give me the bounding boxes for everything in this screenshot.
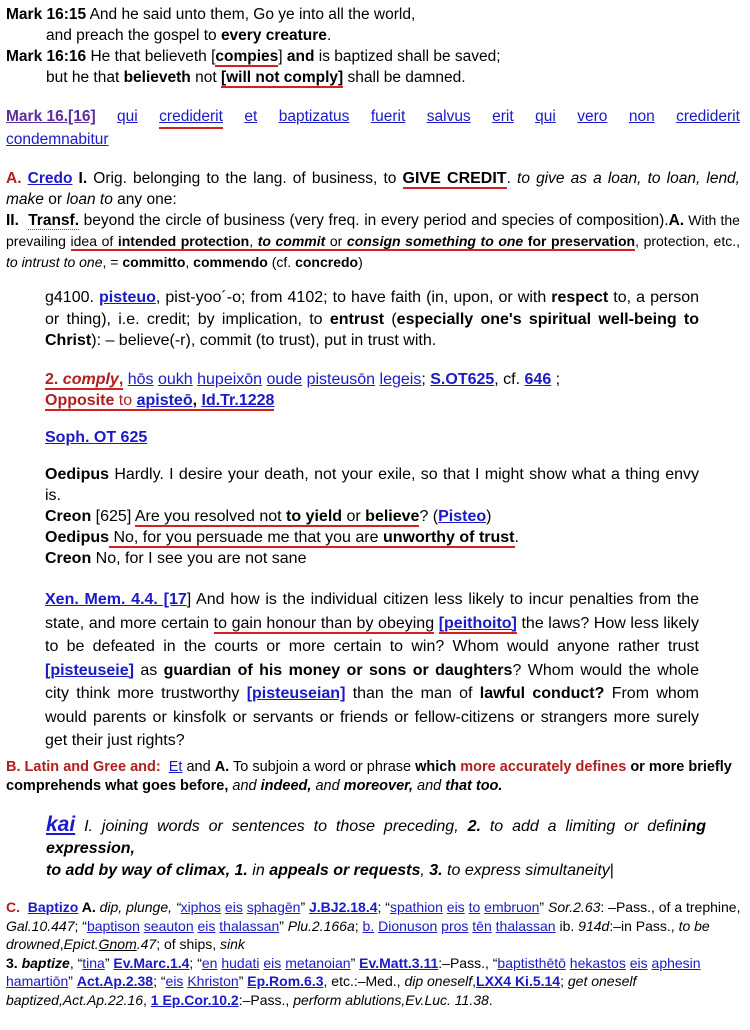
soph-heading [45, 427, 699, 448]
latin-word[interactable]: condemnabitur [6, 131, 109, 148]
credo-entry: A. Credo I. Orig. belonging to the lang. of business, to GIVE CREDIT. to give as a loan, to loan, lend, make or loan to any one: II. Transf. beyond the circle of business (very freq. in every period and species of composition).A. With the prevailing idea of intended protection, to commit or consign something to one for preservation, protection, etc., to intrust to one, = committo, commendo (cf. concredo) [6, 170, 740, 270]
greek-word[interactable]: hupeixōn [197, 371, 263, 388]
link-pisteo[interactable]: Pisteo [438, 508, 487, 525]
comply-entry: 2. comply, hōs oukh hupeixōn oude pisteusōn legeis; S.OT625, cf. 646 ; Opposite to apisteō, Id.Tr.1228 [45, 371, 561, 409]
link-pisteuo[interactable]: pisteuo [99, 289, 156, 306]
latin-word[interactable]: vero [577, 108, 608, 125]
latin-word[interactable]: baptizatus [278, 108, 350, 125]
link-mark-16-16[interactable]: Mark 16.[16] [6, 108, 96, 125]
strongs-entry: g4100. pisteuo, pist-yoo´-o; from 4102; to have faith (in, upon, or with respect to, a person or thing), i.e. credit; by implication, to entrust (especially one's spiritual well-being to Christ): – believe(-r), commit (to trust), put in trust with. [45, 289, 699, 349]
link-peithoito[interactable]: [peithoito] [438, 614, 517, 632]
latin-word[interactable]: fuerit [370, 108, 406, 125]
highlight-will-not-comply: [will not comply] [220, 69, 344, 86]
latin-verse [6, 106, 740, 150]
latin-word[interactable]: qui [117, 108, 138, 125]
latin-word[interactable]: salvus [426, 108, 471, 125]
link-id-tr-1228[interactable]: Id.Tr.1228 [201, 392, 275, 409]
latin-word[interactable]: crediderit [159, 106, 223, 129]
verse-ref: Mark 16:15 [6, 6, 87, 23]
xenophon-entry: Xen. Mem. 4.4. [17] And how is the individual citizen less likely to incur penalties from the state, and more certain to gain honour than by obeying [peithoito] the laws? How less likely to be defeated in the courts or more certain to win? Whom would anyone rather trust [pisteuseie] as guardian of his money or sons or daughters? Whom would the whole city think more trustworthy [pisteuseian] than the man of lawful conduct? From whom would parents or kinsfolk or servants or friends or fellow-citizens or strangers more surely get their just rights? [45, 591, 700, 749]
link-kai[interactable]: kai [46, 813, 76, 836]
latin-word[interactable]: non [628, 108, 655, 125]
kai-entry: kai I. joining words or sentences to those preceding, 2. to add a limiting or defining expression, to add by way of climax, 1. in appeals or requests, 3. to express simultaneity| [46, 813, 706, 879]
highlight-give-credit: GIVE CREDIT [402, 170, 507, 187]
latin-word[interactable]: et [244, 108, 258, 125]
link-et[interactable]: Et [168, 759, 183, 775]
baptizo-entry: C. Baptizo A. dip, plunge, “xiphos eis sphagēn” J.BJ2.18.4; “spathion eis to embruon” Sor.2.63: –Pass., of a trephine, Gal.10.447; “baptison seauton eis thalassan” Plu.2.166a; b. Dionuson pros tēn thalassan ib. 914d:–in Pass., to be drowned,Epict.Gnom.47; of ships, sink 3. baptize, “tina” Ev.Marc.1.4; “en hudati eis metanoian” Ev.Matt.3.11:–Pass., “baptisthētō hekastos eis aphesin hamartiōn” Act.Ap.2.38; “eis Khriston” Ep.Rom.6.3, etc.:–Med., dip oneself,LXX4 Ki.5.14; get oneself baptized,Act.Ap.22.16, 1 Ep.Cor.10.2:–Pass., perform ablutions,Ev.Luc. 11.38. [6, 899, 741, 1008]
dialogue: Oedipus Hardly. I desire your death, not your exile, so that I might show what a thing envy is. Creon [625] Are you resolved not to yield or believe? (Pisteo) Oedipus No, for you persuade me that you are unworthy of trust. Creon No, for I see you are not sane [45, 466, 699, 567]
section-b: B. Latin and Gree and: Et and A. To subjoin a word or phrase which more accurately defines or more briefly comprehends what goes before, and indeed, and moreover, and that too. [6, 759, 732, 794]
link-soph-ot-625[interactable]: Soph. OT 625 [45, 429, 148, 446]
link-s-ot625[interactable]: S.OT625 [430, 371, 495, 388]
link-646[interactable]: 646 [524, 371, 552, 388]
verse-ref: Mark 16:16 [6, 48, 87, 65]
verse-mark-16-15: Mark 16:15 And he said unto them, Go ye into all the world, and preach the gospel to every creature. [6, 6, 416, 44]
highlight-compies: compies [215, 48, 279, 65]
link-pisteuseian[interactable]: [pisteuseian] [246, 685, 346, 702]
greek-word[interactable]: pisteusōn [306, 371, 376, 388]
link-baptizo[interactable]: Baptizo [27, 899, 79, 915]
latin-word[interactable]: crediderit [676, 108, 740, 125]
link-xen-mem[interactable]: Xen. Mem. 4.4. [17 [45, 591, 187, 608]
link-credo[interactable]: Credo [27, 170, 73, 187]
greek-word[interactable]: oude [266, 371, 303, 388]
latin-word[interactable]: qui [535, 108, 556, 125]
greek-word[interactable]: hōs [127, 371, 154, 388]
greek-word[interactable]: oukh [157, 371, 193, 388]
link-pisteuseie[interactable]: [pisteuseie] [45, 661, 134, 679]
link-apisteo[interactable]: apisteō [136, 392, 193, 409]
verse-mark-16-16: Mark 16:16 He that believeth [compies] and is baptized shall be saved; but he that believeth not [will not comply] shall be damned. [6, 48, 501, 86]
greek-word[interactable]: legeis [379, 371, 422, 388]
latin-word[interactable]: erit [492, 108, 514, 125]
